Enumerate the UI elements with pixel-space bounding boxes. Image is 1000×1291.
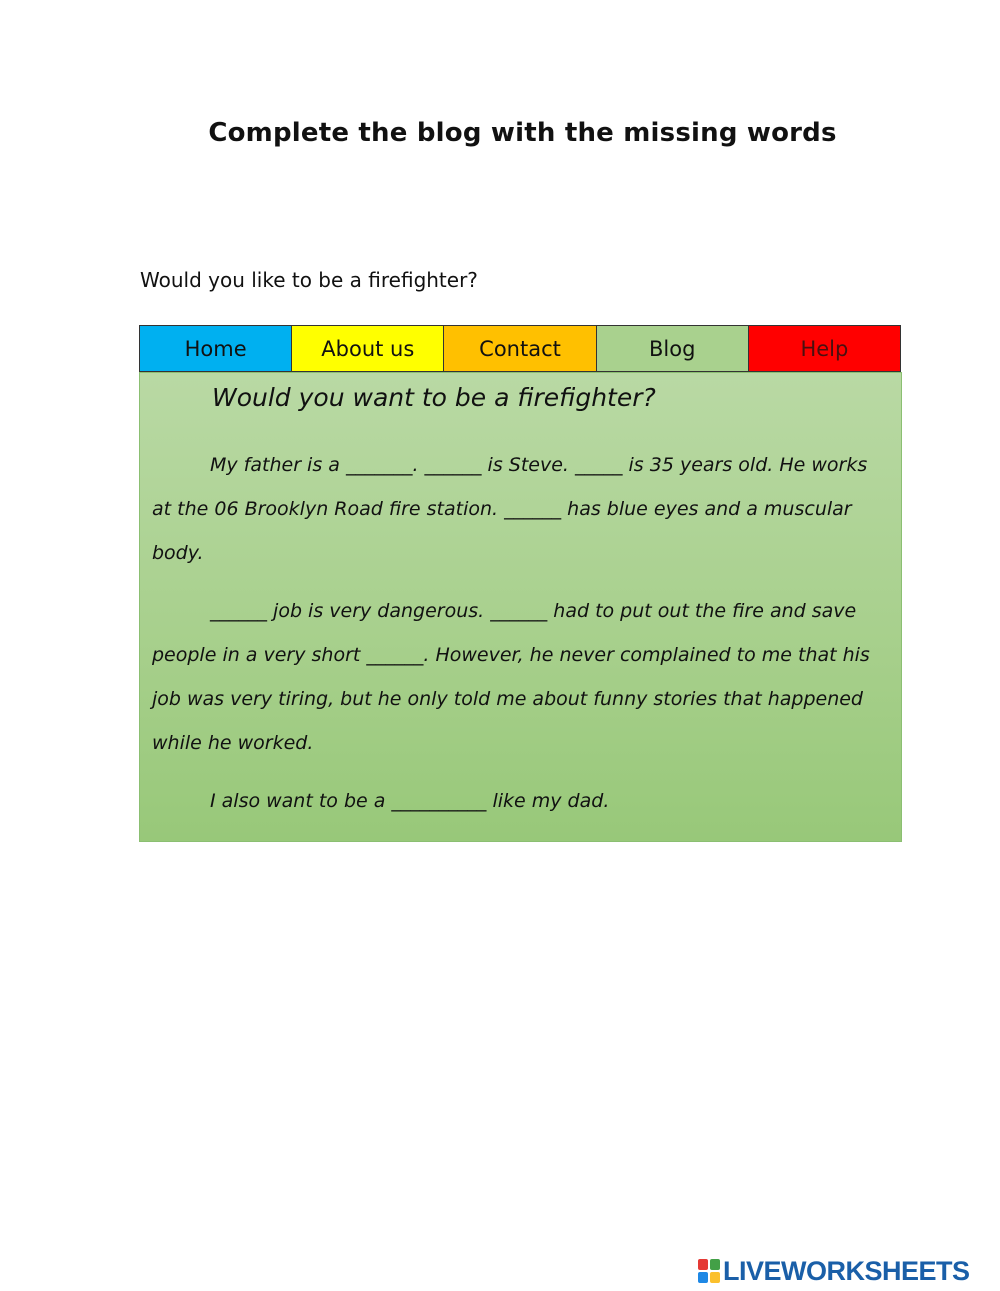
blog-body bbox=[152, 443, 892, 837]
blog-paragraph: ______ job is very dangerous. ______ had to put out the fire and save people in a very short ______. However, he never complained to me that his job was very tiring, but he only told me about funny stories that happened while he worked. bbox=[152, 600, 870, 754]
nav-item-label: Blog bbox=[649, 336, 696, 361]
page-title: Complete the blog with the missing words bbox=[208, 118, 837, 148]
nav-item-blog[interactable] bbox=[597, 326, 749, 371]
logo-text: LIVEWORKSHEETS bbox=[723, 1255, 970, 1286]
blog-panel bbox=[139, 372, 902, 842]
nav-item-home[interactable] bbox=[140, 326, 292, 371]
blog-paragraph: My father is a _______. ______ is Steve. _____ is 35 years old. He works at the 06 Brooklyn Road fire station. ______ has blue eyes and a muscular body. bbox=[152, 454, 868, 564]
nav-item-help[interactable] bbox=[749, 326, 900, 371]
nav-item-about-us[interactable] bbox=[292, 326, 444, 371]
nav-item-label: Contact bbox=[479, 336, 561, 361]
nav-bar bbox=[139, 325, 901, 372]
liveworksheets-logo bbox=[698, 1256, 970, 1286]
nav-item-label: Home bbox=[184, 336, 247, 361]
liveworksheets-logo-icon bbox=[698, 1259, 720, 1283]
blog-paragraph: I also want to be a __________ like my dad. bbox=[210, 790, 610, 812]
nav-item-label: About us bbox=[321, 336, 415, 361]
nav-item-label: Help bbox=[800, 336, 849, 361]
nav-item-contact[interactable] bbox=[444, 326, 596, 371]
subtitle: Would you like to be a firefighter? bbox=[140, 268, 478, 292]
blog-title: Would you want to be a firefighter? bbox=[212, 383, 656, 412]
